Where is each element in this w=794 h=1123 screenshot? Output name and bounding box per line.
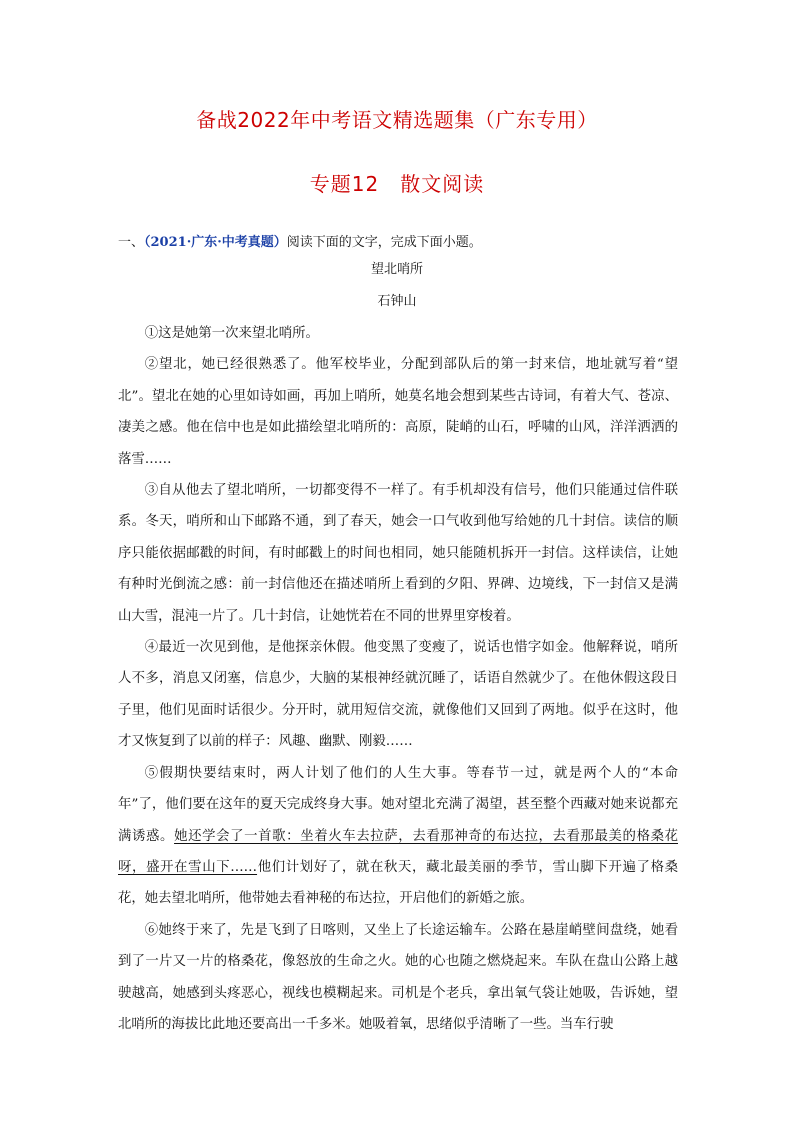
article-author: 石钟山 xyxy=(377,294,417,309)
question-number: 一、 xyxy=(118,235,145,250)
source-tag: （2021·广东·中考真题） xyxy=(144,235,287,250)
topic-title: 专题12 散文阅读 xyxy=(309,172,485,196)
paragraph-3: ③自从他去了望北哨所，一切都变得不一样了。有手机却没有信号，他们只能通过信件联系。冬天，哨所和山下邮路不通，到了春天，她会一口气收到他写给她的几十封信。读信的顺序只能依据邮戳的时间，有时邮戳上的时间也相同，她只能随机拆开一封信。这样读信，让她有种时光倒流之感：前一封信他还在描述哨所上看到的夕阳、界碑、边境线，下一封信又是满山大雪，混沌一片了。几十封信，让她恍若在不同的世界里穿梭着。 xyxy=(118,483,678,624)
question-header xyxy=(118,234,698,252)
article-title: 望北哨所 xyxy=(370,262,423,277)
paragraph-5-text: ⑤假期快要结束时，两人计划了他们的人生大事。等春节一过，就是两个人的“本命年”了，他们要在这年的夏天完成终身大事。她对望北充满了渴望，甚至整个西藏对她来说都充满诱惑。 xyxy=(118,765,678,844)
paragraph-1: ①这是她第一次来望北哨所。 xyxy=(144,326,319,341)
question-instruction: 阅读下面的文字，完成下面小题。 xyxy=(286,235,482,250)
collection-title: 备战2022年中考语文精选题集（广东专用） xyxy=(196,108,598,132)
paragraph-6: ⑥她终于来了，先是飞到了日喀则，又坐上了长途运输车。公路在悬崖峭壁间盘绕，她看到了一片又一片的格桑花，像怒放的生命之火。她的心也随之燃烧起来。车队在盘山公路上越驶越高，她感到头疼恶心，视线也模糊起来。司机是个老兵，拿出氧气袋让她吸，告诉她，望北哨所的海拔比此地还要高出一千多米。她吸着氧，思绪似乎清晰了一些。当车行驶 xyxy=(118,922,678,1032)
paragraph-5 xyxy=(118,758,678,915)
paragraph-5-after: 他们计划好了，就在秋天，藏北最美丽的季节，雪山脚下开遍了格桑花，她去望北哨所，他带她去看神秘的布达拉，开启他们的新婚之旅。 xyxy=(118,859,679,907)
article-body xyxy=(118,318,678,1040)
paragraph-2: ②望北，她已经很熟悉了。他军校毕业，分配到部队后的第一封来信，地址就写着“望北”。望北在她的心里如诗如画，再加上哨所，她莫名地会想到某些古诗词，有着大气、苍凉、凄美之感。他在信中也是如此描绘望北哨所的：高原，陡峭的山石，呼啸的山风，洋洋洒洒的落雪…… xyxy=(118,357,678,467)
paragraph-4: ④最近一次见到他，是他探亲休假。他变黑了变瘦了，说话也惜字如金。他解释说，哨所人不多，消息又闭塞，信息少，大脑的某根神经就沉睡了，话语自然就少了。在他休假这段日子里，他们见面时话很少。分开时，就用短信交流，就像他们又回到了两地。似乎在这时，他才又恢复到了以前的样子：风趣、幽默、刚毅…… xyxy=(118,640,678,750)
underlined-sentence: 她还学会了一首歌：坐着火车去拉萨，去看那神奇的布达拉，去看那最美的格桑花呀，盛开在雪山下…… xyxy=(118,828,678,875)
